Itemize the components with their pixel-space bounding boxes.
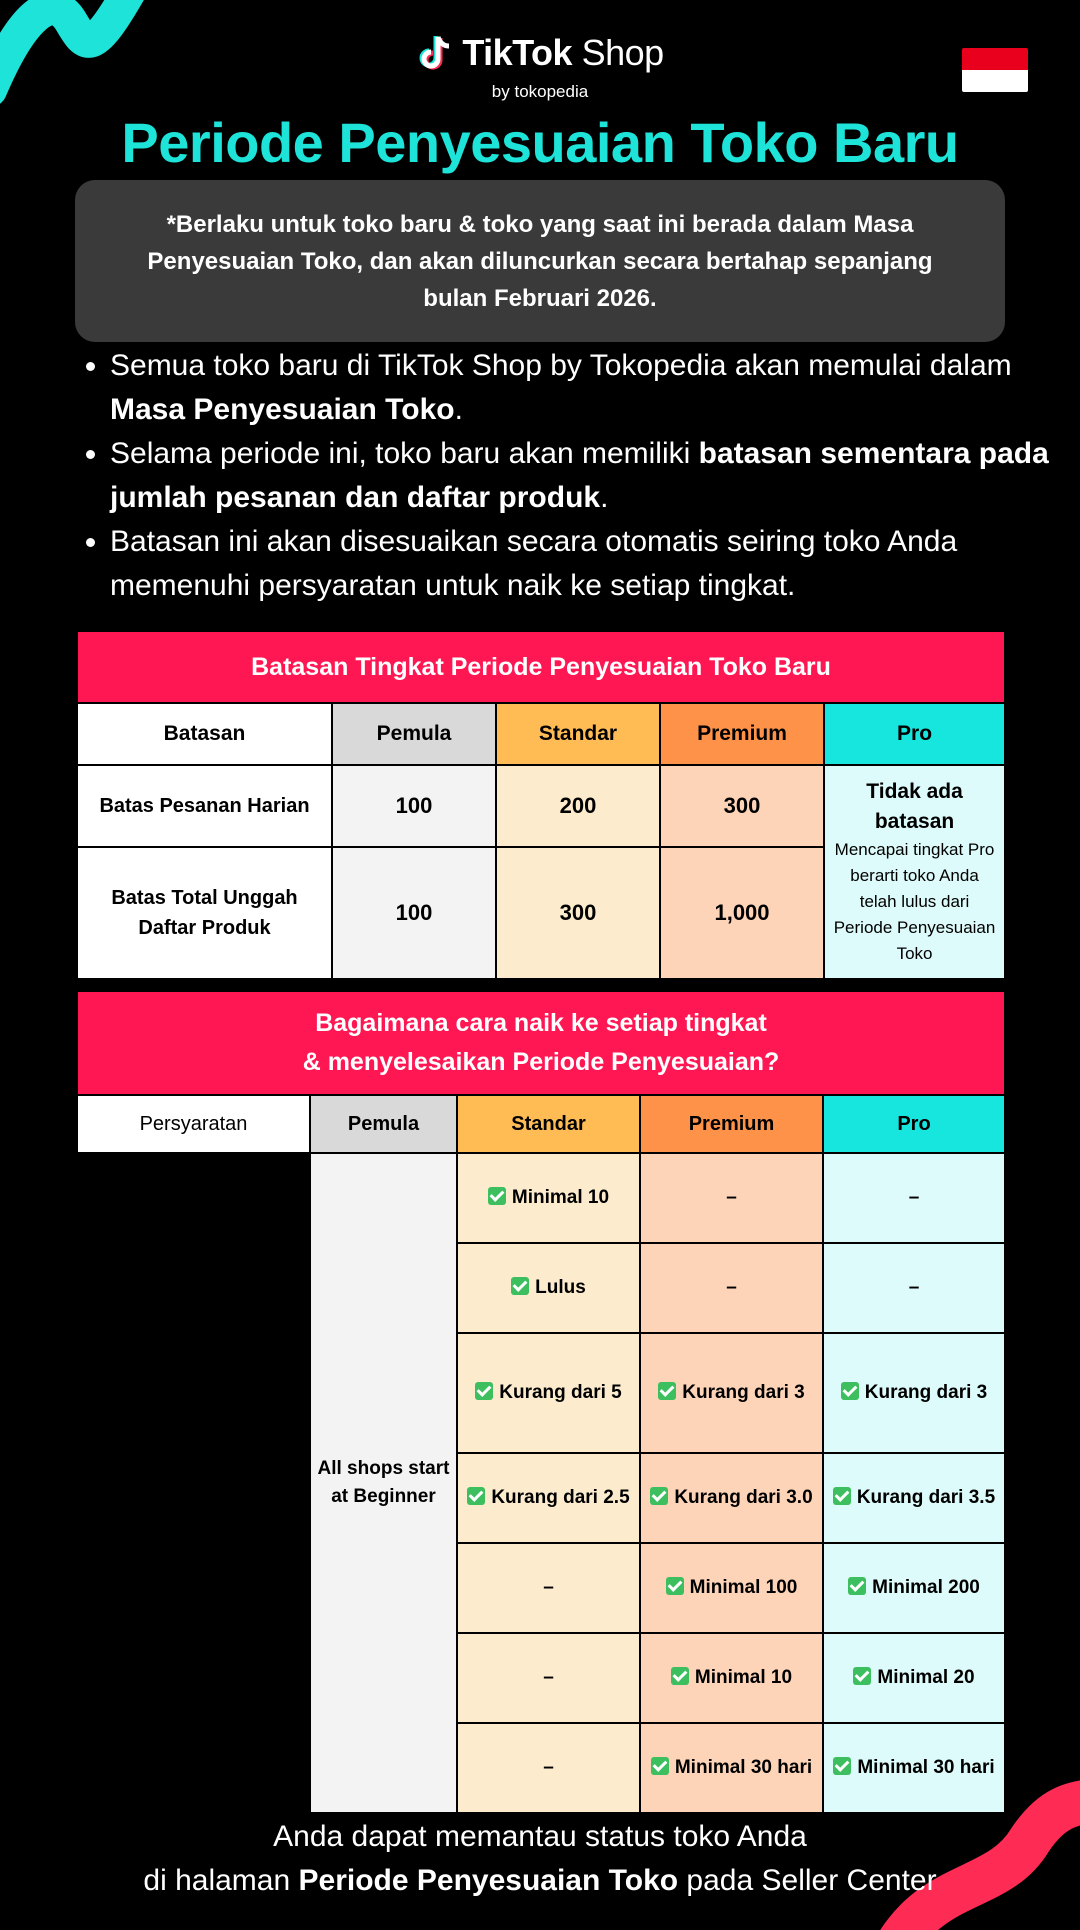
- list-item: • Batasan ini akan disesuaikan secara otomatis seiring toko Anda memenuhi persyaratan untuk naik ke setiap tingkat.: [110, 520, 1060, 608]
- standar-requirement: –: [457, 1633, 640, 1723]
- row-label: Pelanggaran Kepatuhan (30 hari terakhir): [77, 1333, 310, 1453]
- pemula-all-shops-cell: [310, 1153, 457, 1813]
- premium-requirement: –: [640, 1243, 823, 1333]
- table-row: [77, 1333, 1005, 1453]
- banner-line-1: Bagaimana cara naik ke setiap tingkat: [315, 1009, 767, 1037]
- checkmark-icon: [467, 1487, 485, 1505]
- column-header-persyaratan: Persyaratan: [77, 1095, 310, 1153]
- pemula-note: All shops start at Beginner: [317, 1458, 450, 1507]
- pro-requirement: Kurang dari 3: [823, 1333, 1005, 1453]
- premium-requirement: Minimal 30 hari: [640, 1723, 823, 1813]
- checkmark-icon: [475, 1382, 493, 1400]
- banner-line-2: & menyelesaikan Periode Penyesuaian?: [302, 1048, 780, 1076]
- standar-requirement: Minimal 10: [457, 1153, 640, 1243]
- table-row: [77, 1633, 1005, 1723]
- column-header-standar: Standar: [496, 703, 660, 765]
- checkmark-icon: [853, 1667, 871, 1685]
- premium-requirement: –: [640, 1153, 823, 1243]
- row-label: Batas Total Unggah Daftar Produk: [77, 847, 332, 979]
- standar-value: 300: [496, 847, 660, 979]
- pro-requirement: –: [823, 1153, 1005, 1243]
- table-row: [77, 765, 1005, 847]
- checkmark-icon: [666, 1577, 684, 1595]
- pro-requirement: Kurang dari 3.5: [823, 1453, 1005, 1543]
- table-row: [77, 1543, 1005, 1633]
- pro-no-limit-cell: [824, 765, 1005, 979]
- column-header-standar: Standar: [457, 1095, 640, 1153]
- footer-line-1: Anda dapat memantau status toko Anda: [273, 1820, 807, 1853]
- checkmark-icon: [833, 1487, 851, 1505]
- premium-requirement: Kurang dari 3: [640, 1333, 823, 1453]
- checkmark-icon: [671, 1667, 689, 1685]
- pro-requirement: Minimal 30 hari: [823, 1723, 1005, 1813]
- standar-requirement: Kurang dari 2.5: [457, 1453, 640, 1543]
- column-header-pro: Pro: [823, 1095, 1005, 1153]
- standar-value: 200: [496, 765, 660, 847]
- list-item: • Selama periode ini, toko baru akan memiliki batasan sementara pada jumlah pesanan dan daftar produk.: [110, 432, 1060, 520]
- indonesia-flag-icon: [962, 48, 1028, 92]
- premium-requirement: Minimal 100: [640, 1543, 823, 1633]
- page-title: Periode Penyesuaian Toko Baru: [121, 111, 959, 174]
- pro-graduation-note: Mencapai tingkat Pro berarti toko Anda telah lulus dari Periode Penyesuaian Toko: [833, 840, 996, 963]
- row-label: Kuis Wajib bagi Penjual Baru: [77, 1243, 310, 1333]
- footer-note: [0, 1815, 1080, 1903]
- checkmark-icon: [488, 1187, 506, 1205]
- premium-value: 1,000: [660, 847, 824, 979]
- column-header-pemula: Pemula: [332, 703, 496, 765]
- pro-no-limit-text: Tidak ada batasan: [866, 780, 963, 833]
- checkmark-icon: [511, 1277, 529, 1295]
- info-bullet-list: [80, 344, 1060, 608]
- standar-requirement: Lulus: [457, 1243, 640, 1333]
- row-label: Jumlah Daftar Produk Aktif: [77, 1153, 310, 1243]
- checkmark-icon: [651, 1757, 669, 1775]
- list-item: • Semua toko baru di TikTok Shop by Tokopedia akan memulai dalam Masa Penyesuaian Toko.: [110, 344, 1060, 432]
- row-label: Total pesanan yang telah dikirim: [77, 1543, 310, 1633]
- checkmark-icon: [658, 1382, 676, 1400]
- column-header-pemula: Pemula: [310, 1095, 457, 1153]
- brand-header: [0, 32, 1080, 102]
- checkmark-icon: [650, 1487, 668, 1505]
- column-header-batasan: Batasan: [77, 703, 332, 765]
- logo-subtitle: by tokopedia: [491, 82, 589, 101]
- column-header-premium: Premium: [640, 1095, 823, 1153]
- premium-value: 300: [660, 765, 824, 847]
- row-label: Jumlah Hari sejak Onboarding: [77, 1723, 310, 1813]
- tier-requirements-table: [76, 990, 1006, 1814]
- table-banner: Batasan Tingkat Periode Penyesuaian Toko Baru: [77, 631, 1005, 703]
- logo-shop-text: Shop: [581, 32, 664, 73]
- pemula-value: 100: [332, 847, 496, 979]
- notice-box: *Berlaku untuk toko baru & toko yang saat ini berada dalam Masa Penyesuaian Toko, dan akan diluncurkan secara bertahap sepanjang bulan Februari 2026.: [75, 180, 1005, 342]
- premium-requirement: Kurang dari 3.0: [640, 1453, 823, 1543]
- table-banner: [77, 991, 1005, 1095]
- checkmark-icon: [841, 1382, 859, 1400]
- logo-tiktok-text: TikTok: [462, 32, 573, 73]
- checkmark-icon: [848, 1577, 866, 1595]
- standar-requirement: Kurang dari 5: [457, 1333, 640, 1453]
- table-row: [77, 1723, 1005, 1813]
- table-row: [77, 1243, 1005, 1333]
- table-row: [77, 1153, 1005, 1243]
- column-header-premium: Premium: [660, 703, 824, 765]
- standar-requirement: –: [457, 1543, 640, 1633]
- tiktok-note-icon: [416, 33, 454, 73]
- row-label: Jumlah Pembeli Unik: [77, 1633, 310, 1723]
- pro-requirement: –: [823, 1243, 1005, 1333]
- standar-requirement: –: [457, 1723, 640, 1813]
- pemula-value: 100: [332, 765, 496, 847]
- footer-line-2: di halaman Periode Penyesuaian Toko pada Seller Center: [143, 1864, 937, 1897]
- row-label: Batas Pesanan Harian: [77, 765, 332, 847]
- checkmark-icon: [833, 1757, 851, 1775]
- tier-limits-table: [76, 630, 1006, 980]
- column-header-pro: Pro: [824, 703, 1005, 765]
- table-row: [77, 1453, 1005, 1543]
- pro-requirement: Minimal 20: [823, 1633, 1005, 1723]
- premium-requirement: Minimal 10: [640, 1633, 823, 1723]
- pro-requirement: Minimal 200: [823, 1543, 1005, 1633]
- row-label: Rating Toko (60 hari terakhir): [77, 1453, 310, 1543]
- tiktok-shop-logo: [416, 32, 663, 74]
